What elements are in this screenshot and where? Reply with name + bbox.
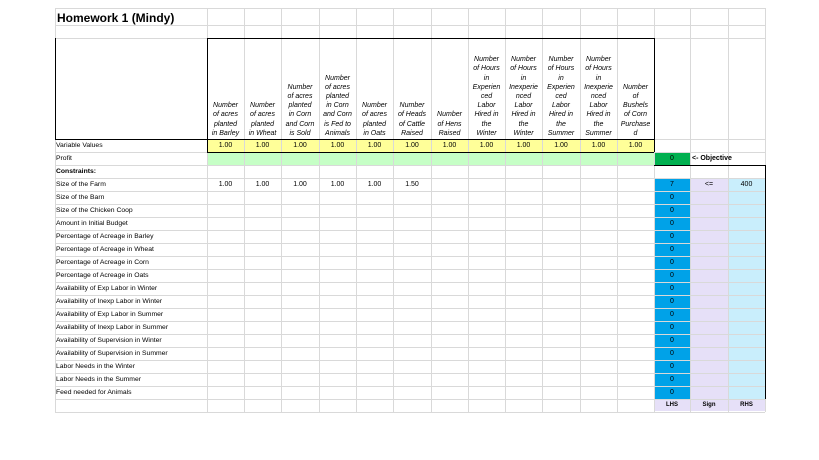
grid-col-line [393, 8, 394, 412]
constraint-name: Percentage of Acreage in Barley [56, 233, 154, 240]
grid-col-line [690, 8, 691, 412]
column-header-1: Number of acres planted in Barley [211, 102, 240, 137]
constraint-lhs[interactable]: 0 [670, 324, 674, 331]
constraint-name: Availability of Supervision in Summer [56, 350, 168, 357]
constraint-lhs[interactable]: 0 [670, 285, 674, 292]
grid-col-line [728, 8, 729, 412]
constraint-name: Feed needed for Animals [56, 389, 132, 396]
lhs-footer: LHS [666, 402, 678, 408]
rhs-border-right [765, 165, 766, 399]
variable-value-12[interactable]: 1.00 [628, 142, 643, 149]
variable-value-4[interactable]: 1.00 [330, 142, 345, 149]
variable-value-9[interactable]: 1.00 [516, 142, 531, 149]
grid-col-line [617, 8, 618, 412]
constraint-lhs[interactable]: 0 [670, 363, 674, 370]
constraint-name: Percentage of Acreage in Corn [56, 259, 149, 266]
grid-row-line [55, 25, 765, 26]
variable-value-1[interactable]: 1.00 [218, 142, 233, 149]
constraint-name: Availability of Inexp Labor in Summer [56, 324, 169, 331]
sign-column-fill [690, 178, 728, 399]
constraint-lhs[interactable]: 0 [670, 350, 674, 357]
grid-row-line [55, 8, 765, 9]
constraint-lhs[interactable]: 0 [670, 207, 674, 214]
variable-values-border [207, 152, 654, 153]
constraint-lhs[interactable]: 0 [670, 194, 674, 201]
profit-label: Profit [56, 155, 72, 162]
column-header-10: Number of Hours in Experien ced Labor Hired in the Summer [547, 56, 575, 137]
constraint-name: Availability of Exp Labor in Winter [56, 285, 158, 292]
column-header-9: Number of Hours in Inexperie nced Labor Hired in the Winter [509, 56, 538, 137]
constraint-lhs[interactable]: 0 [670, 389, 674, 396]
constraint-lhs[interactable]: 0 [670, 259, 674, 266]
constraint-name: Percentage of Acreage in Wheat [56, 246, 154, 253]
constraint-name: Amount in Initial Budget [56, 220, 128, 227]
variable-value-5[interactable]: 1.00 [367, 142, 382, 149]
constraint-coefficient[interactable]: 1.00 [330, 181, 345, 188]
constraint-name: Labor Needs in the Summer [56, 376, 142, 383]
constraint-lhs[interactable]: 0 [670, 337, 674, 344]
variable-value-7[interactable]: 1.00 [442, 142, 457, 149]
variable-value-2[interactable]: 1.00 [255, 142, 270, 149]
grid-col-line [356, 8, 357, 412]
constraint-name: Size of the Farm [56, 181, 106, 188]
header-border-top [207, 38, 654, 39]
profit-value[interactable]: 0 [670, 155, 674, 162]
column-header-5: Number of acres planted in Oats [362, 102, 387, 137]
variable-value-10[interactable]: 1.00 [554, 142, 568, 149]
constraint-name: Size of the Chicken Coop [56, 207, 133, 214]
constraint-name: Availability of Exp Labor in Summer [56, 311, 164, 318]
variable-value-8[interactable]: 1.00 [479, 142, 494, 149]
grid-col-line [244, 8, 245, 412]
variable-value-3[interactable]: 1.00 [293, 142, 307, 149]
header-border-left [55, 38, 56, 139]
header-border-right [654, 38, 655, 152]
constraint-lhs[interactable]: 7 [670, 181, 674, 188]
constraint-coefficient[interactable]: 1.50 [405, 181, 419, 188]
constraint-sign[interactable]: <= [704, 181, 714, 188]
column-header-11: Number of Hours in Inexperie nced Labor Hired in the Summer [584, 56, 613, 137]
constraint-lhs[interactable]: 0 [670, 298, 674, 305]
constraints-label: Constraints: [56, 168, 97, 175]
sign-footer: Sign [702, 402, 716, 408]
grid-col-line [281, 8, 282, 412]
constraint-coefficient[interactable]: 1.00 [255, 181, 270, 188]
constraint-lhs[interactable]: 0 [670, 220, 674, 227]
constraint-lhs[interactable]: 0 [670, 311, 674, 318]
constraint-coefficient[interactable]: 1.00 [367, 181, 382, 188]
column-header-2: Number of acres planted in Wheat [248, 102, 277, 137]
constraint-coefficient[interactable]: 1.00 [218, 181, 233, 188]
constraint-lhs[interactable]: 0 [670, 246, 674, 253]
constraint-coefficient[interactable]: 1.00 [293, 181, 307, 188]
grid-col-line [319, 8, 320, 412]
column-header-6: Number of Heads of Cattle Raised [397, 102, 427, 137]
column-header-12: Number of Bushels of Corn Purchase d [620, 83, 651, 137]
column-header-4: Number of acres planted in Corn and Corn is Fed to Animals [323, 74, 352, 137]
sheet-title: Homework 1 (Mindy) [57, 11, 175, 25]
grid-col-line [431, 8, 432, 412]
constraint-name: Size of the Barn [56, 194, 105, 201]
constraint-lhs[interactable]: 0 [670, 272, 674, 279]
variable-values-label: Variable Values [56, 142, 103, 149]
column-header-3: Number of acres planted in Corn and Corn is Sold [285, 83, 315, 137]
objective-label: <- Objective [692, 155, 732, 162]
constraint-rhs[interactable]: 400 [740, 181, 753, 188]
constraint-name: Availability of Inexp Labor in Winter [56, 298, 163, 305]
constraint-lhs[interactable]: 0 [670, 376, 674, 383]
lhs-border-top [654, 165, 765, 166]
rhs-column-fill [728, 178, 765, 399]
column-header-8: Number of Hours in Experien ced Labor Hired in the Winter [472, 56, 501, 137]
constraint-name: Labor Needs in the Winter [56, 363, 135, 370]
variable-value-11[interactable]: 1.00 [591, 142, 606, 149]
constraint-name: Availability of Supervision in Winter [56, 337, 162, 344]
constraint-name: Percentage of Acreage in Oats [56, 272, 149, 279]
rhs-footer: RHS [740, 402, 753, 408]
constraint-lhs[interactable]: 0 [670, 233, 674, 240]
grid-row-line [55, 412, 765, 413]
variable-value-6[interactable]: 1.00 [405, 142, 419, 149]
column-header-7: Number of Hens Raised [437, 111, 462, 137]
